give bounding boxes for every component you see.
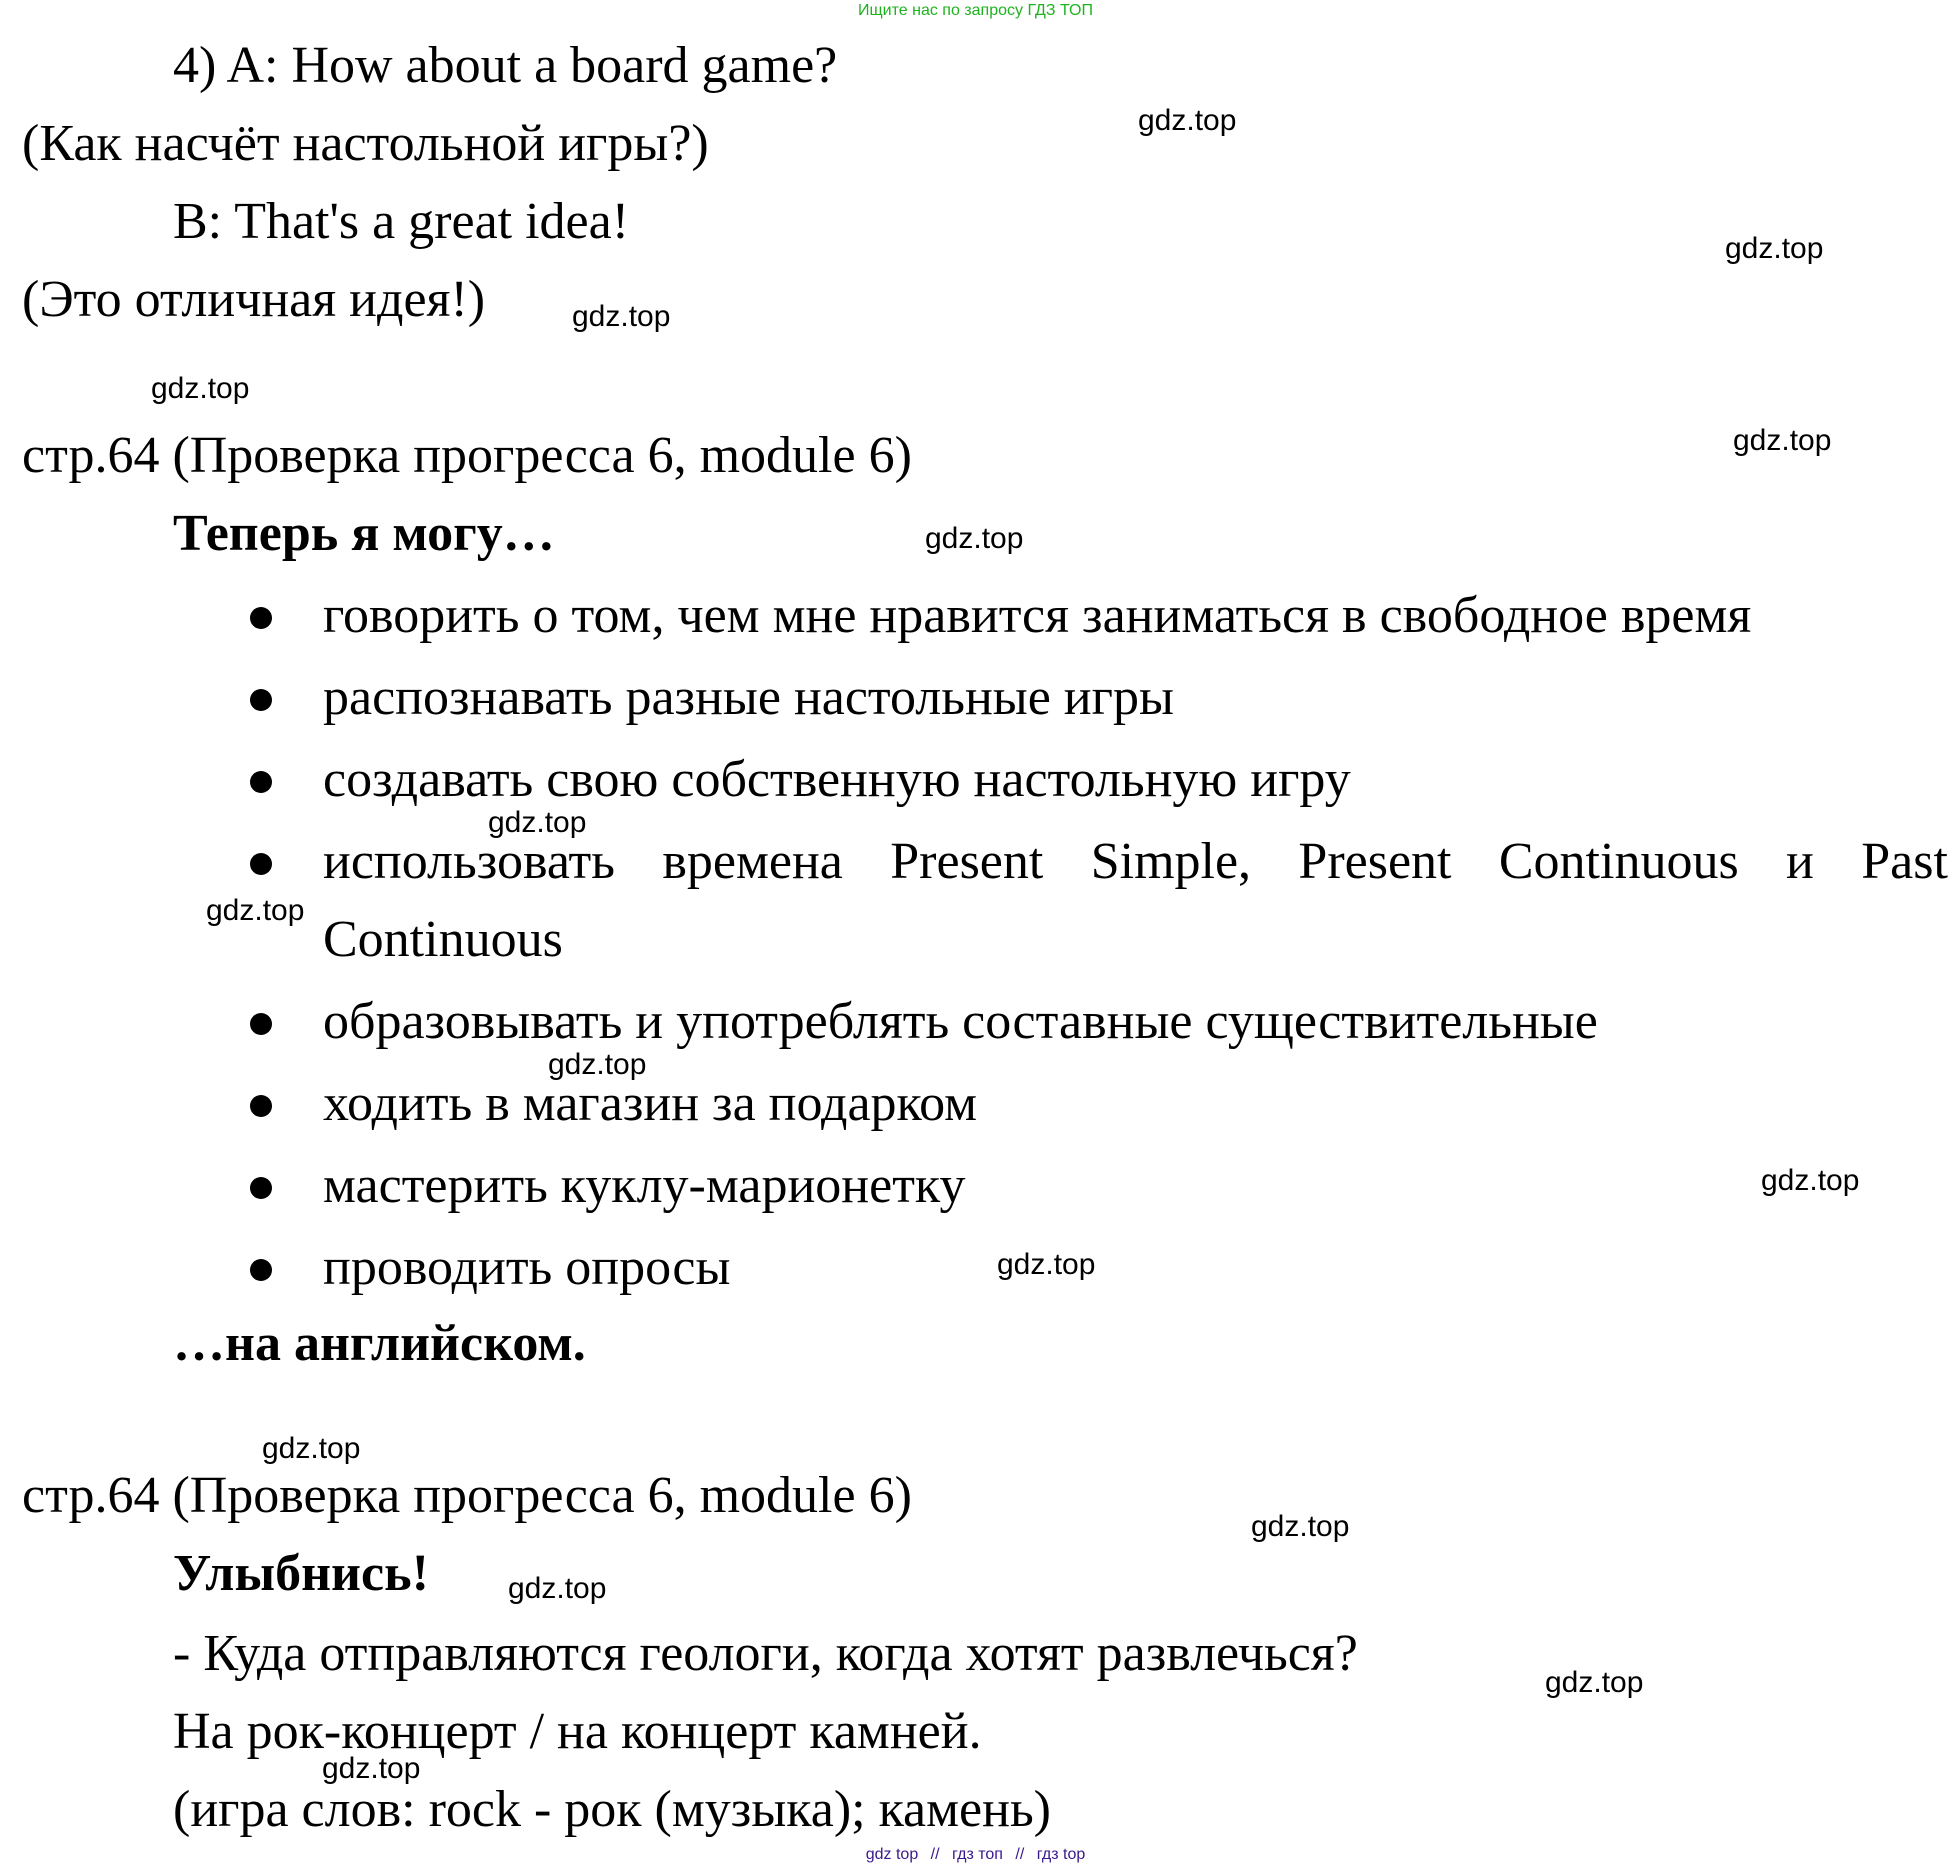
- footer-link[interactable]: гдз top: [1036, 1846, 1086, 1863]
- list-item-text: мастерить куклу-марионетку: [323, 1157, 966, 1214]
- watermark: gdz.top: [151, 372, 250, 405]
- watermark: gdz.top: [322, 1752, 421, 1785]
- footer-separator: //: [930, 1846, 940, 1863]
- watermark: gdz.top: [206, 894, 305, 927]
- section1-intro: Теперь я могу…: [173, 505, 555, 562]
- list-item-word: времена: [662, 833, 843, 890]
- dialog-line-b: B: That's a great idea!: [173, 193, 630, 250]
- list-item-word: Present: [890, 833, 1044, 890]
- list-item-text: создавать свою собственную настольную игру: [323, 751, 1351, 808]
- top-search-note: Ищите нас по запросу ГДЗ ТОП: [858, 2, 1093, 19]
- dialog-line-b-translation: (Это отличная идея!): [22, 271, 486, 328]
- footer-link[interactable]: гдз топ: [952, 1846, 1003, 1863]
- bullet-icon: [250, 607, 272, 629]
- list-item-word: и: [1786, 833, 1814, 890]
- bullet-icon: [250, 689, 272, 711]
- list-item-text: распознавать разные настольные игры: [323, 669, 1174, 726]
- watermark: gdz.top: [1138, 104, 1237, 137]
- list-item-word: Simple,: [1090, 833, 1252, 890]
- watermark: gdz.top: [1251, 1510, 1350, 1543]
- joke-question: - Куда отправляются геологи, когда хотят развлечься?: [173, 1625, 1358, 1682]
- joke-explanation: (игра слов: rock - рок (музыка); камень): [173, 1781, 1051, 1838]
- list-item-text-justified: [323, 833, 1948, 890]
- watermark: gdz.top: [1725, 232, 1824, 265]
- section2-heading: стр.64 (Проверка прогресса 6, module 6): [22, 1467, 912, 1524]
- section2-title: Улыбнись!: [173, 1545, 429, 1602]
- watermark: gdz.top: [1733, 424, 1832, 457]
- dialog-line-a: 4) A: How about a board game?: [173, 37, 838, 94]
- bullet-icon: [250, 1095, 272, 1117]
- bullet-icon: [250, 771, 272, 793]
- bullet-icon: [250, 1259, 272, 1281]
- bullet-icon: [250, 853, 272, 875]
- dialog-line-a-translation: (Как насчёт настольной игры?): [22, 115, 709, 172]
- list-item-word: Present: [1298, 833, 1452, 890]
- bullet-icon: [250, 1177, 272, 1199]
- watermark: gdz.top: [997, 1248, 1096, 1281]
- joke-answer: На рок-концерт / на концерт камней.: [173, 1703, 982, 1760]
- footer-separator: //: [1015, 1846, 1025, 1863]
- section1-heading: стр.64 (Проверка прогресса 6, module 6): [22, 427, 912, 484]
- list-item-word: Past: [1861, 833, 1948, 890]
- watermark: gdz.top: [488, 806, 587, 839]
- watermark: gdz.top: [1761, 1164, 1860, 1197]
- watermark: gdz.top: [925, 522, 1024, 555]
- watermark: gdz.top: [572, 300, 671, 333]
- list-item-word: использовать: [323, 833, 615, 890]
- footer-links: [0, 1846, 1951, 1864]
- list-item-text: говорить о том, чем мне нравится заниматься в свободное время: [323, 587, 1752, 644]
- list-item-text: образовывать и употреблять составные существительные: [323, 993, 1598, 1050]
- list-item-text-continuation: Continuous: [323, 911, 563, 968]
- list-item-text: проводить опросы: [323, 1239, 731, 1296]
- watermark: gdz.top: [262, 1432, 361, 1465]
- list-item-text: ходить в магазин за подарком: [323, 1075, 978, 1132]
- bullet-icon: [250, 1013, 272, 1035]
- footer-link[interactable]: gdz top: [865, 1846, 919, 1863]
- watermark: gdz.top: [508, 1572, 607, 1605]
- list-item-word: Continuous: [1498, 833, 1739, 890]
- watermark: gdz.top: [1545, 1666, 1644, 1699]
- section1-outro: …на английском.: [173, 1315, 586, 1372]
- watermark: gdz.top: [548, 1048, 647, 1081]
